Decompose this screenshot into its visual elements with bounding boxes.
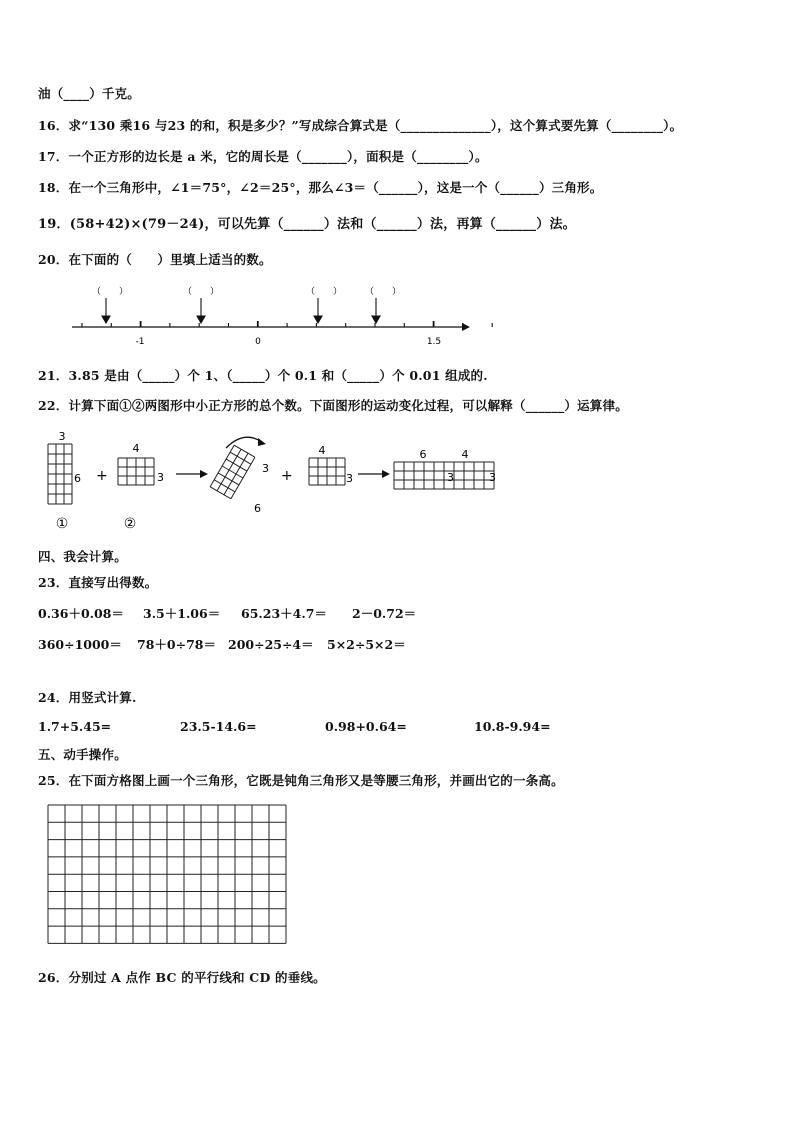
blank-2: （ ） [182,287,220,297]
q24-text: 24．用竖式计算. [38,690,137,705]
tick-label-neg1: -1 [135,337,145,347]
q23-text: 23．直接写出得数。 [38,575,158,590]
merged-c: 3 [447,471,454,484]
q22-figures [0,424,794,534]
q19-text: 19．(58+42)×(79－24)，可以先算（______）法和（______）法，再算（______）法。 [38,217,576,232]
vertical-calc-1: 1.7+5.45= [38,719,112,734]
q21-text: 21．3.85 是由（_____）个 1、（_____）个 0.1 和（_____）个 0.01 组成的. [38,368,488,383]
tick-label-1-5: 1.5 [426,337,442,347]
number-line [0,278,794,348]
calc-2-2: 78＋0÷78＝ [137,637,216,652]
fig4-top: 4 [318,444,326,457]
figure-2-grid [118,458,154,485]
rot-b: 6 [254,502,261,515]
q15-tail: 油（____）千克。 [38,86,141,101]
q22-text: 22．计算下面①②两图形中小正方形的总个数。下面图形的运动变化过程，可以解释（______）运算律。 [38,398,628,413]
merged-d: 3 [489,471,496,484]
q25-text: 25．在下面方格图上画一个三角形，它既是钝角三角形又是等腰三角形，并画出它的一条高。 [38,773,564,788]
rotation-arrow [226,437,262,448]
rotated-grid [210,445,255,499]
tick-label-0: 0 [255,337,261,347]
vertical-calc-3: 0.98+0.64= [325,719,407,734]
q20-text: 20．在下面的（ ）里填上适当的数。 [38,252,272,267]
blank-3: （ ） [305,287,343,297]
plus-1: + [96,468,108,484]
vertical-calc-2: 23.5-14.6= [180,719,257,734]
section-4-heading: 四、我会计算。 [38,549,127,564]
vertical-calc-4: 10.8-9.94= [474,719,551,734]
calc-1-3: 65.23＋4.7＝ [241,606,327,621]
plus-2: + [281,468,293,484]
label-2: ② [123,516,137,532]
calc-2-1: 360÷1000＝ [38,637,122,652]
section-5-heading: 五、动手操作。 [38,747,127,762]
calc-1-4: 2－0.72＝ [352,606,417,621]
figure-4-grid [309,458,345,485]
calc-2-3: 200÷25÷4＝ [228,637,314,652]
blank-1: （ ） [91,287,129,297]
merged-grid [394,462,494,489]
merged-a: 6 [419,448,427,461]
calc-2-4: 5×2÷5×2＝ [327,637,406,652]
q17-text: 17．一个正方形的边长是 a 米，它的周长是（_______），面积是（________）。 [38,149,488,164]
fig2-top: 4 [132,442,140,455]
rot-a: 3 [262,462,269,475]
fig4-side: 3 [346,472,353,485]
q16-text: 16．求“130 乘16 与23 的和，积是多少？”写成综合算式是（______________），这个算式要先算（________）。 [38,118,683,133]
merged-b: 4 [461,448,469,461]
calc-1-1: 0.36＋0.08＝ [38,606,124,621]
calc-1-2: 3.5＋1.06＝ [143,606,221,621]
fig1-top: 3 [58,430,66,443]
q26-text: 26．分别过 A 点作 BC 的平行线和 CD 的垂线。 [38,970,326,985]
drawing-grid[interactable] [44,801,304,951]
fig1-side: 6 [74,472,81,485]
label-1: ① [55,516,69,532]
fig2-side: 3 [157,471,164,484]
q18-text: 18．在一个三角形中，∠1＝75°，∠2＝25°，那么∠3＝（______），这是一个（______）三角形。 [38,180,603,195]
blank-4: （ ） [364,287,402,297]
figure-1-grid [48,444,72,504]
